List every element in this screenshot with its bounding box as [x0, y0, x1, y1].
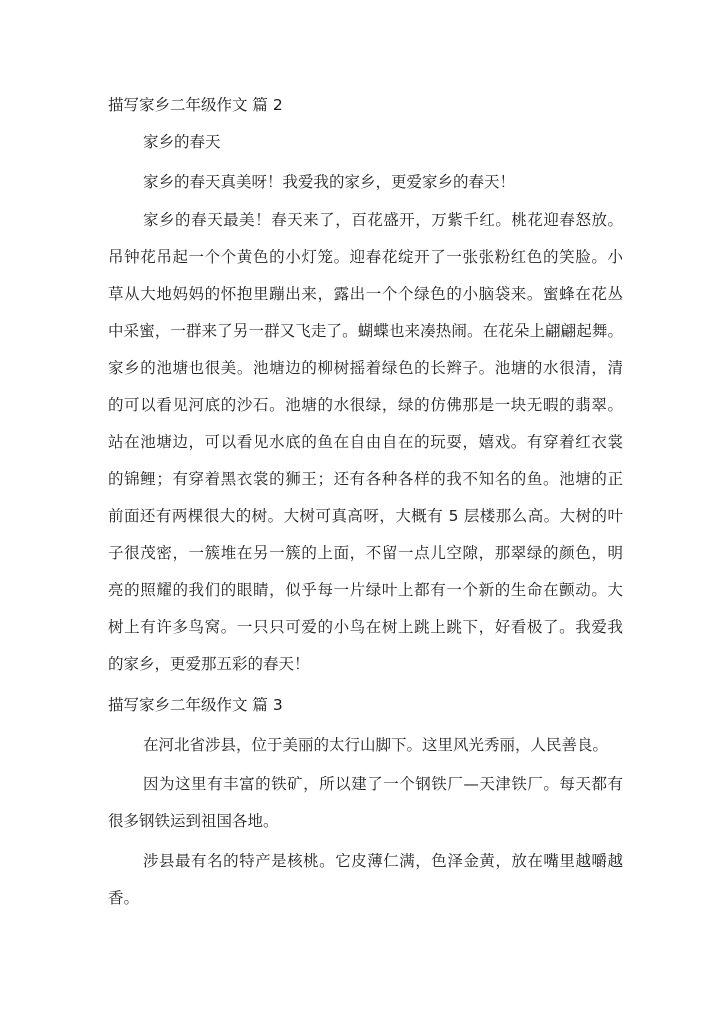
paragraph-line: 香。 [108, 889, 140, 907]
paragraph-line: 的可以看见河底的沙石。池塘的水很绿，绿的仿佛那是一块无暇的翡翠。 [108, 396, 623, 414]
essay-title: 家乡的春天 [143, 133, 221, 151]
paragraph-line: 亮的照耀的我们的眼睛，似乎每一片绿叶上都有一个新的生命在颤动。大 [108, 581, 623, 599]
paragraph-line: 很多钢铁运到祖国各地。 [108, 812, 279, 830]
section-heading: 描写家乡二年级作文 篇 3 [108, 696, 283, 714]
section-heading: 描写家乡二年级作文 篇 2 [108, 96, 283, 114]
paragraph-line: 前面还有两棵很大的树。大树可真高呀，大概有 5 层楼那么高。大树的叶 [108, 507, 623, 525]
paragraph-line: 家乡的春天最美！春天来了，百花盛开，万紫千红。桃花迎春怒放。 [143, 211, 623, 229]
paragraph-line: 树上有许多鸟窝。一只只可爱的小鸟在树上跳上跳下，好看极了。我爱我 [108, 618, 623, 636]
paragraph-intro: 家乡的春天真美呀！我爱我的家乡，更爱家乡的春天！ [143, 173, 516, 191]
paragraph-line: 涉县最有名的特产是核桃。它皮薄仁满，色泽金黄，放在嘴里越嚼越 [143, 852, 623, 870]
paragraph-line: 在河北省涉县，位于美丽的太行山脚下。这里风光秀丽，人民善良。 [143, 736, 609, 754]
paragraph-line: 草从大地妈妈的怀抱里蹦出来，露出一个个绿色的小脑袋来。蜜蜂在花丛 [108, 285, 623, 303]
paragraph-line: 的家乡，更爱那五彩的春天！ [108, 655, 310, 673]
paragraph-line: 的锦鲤；有穿着黑衣裳的狮王；还有各种各样的我不知名的鱼。池塘的正 [108, 470, 623, 488]
paragraph-line: 家乡的池塘也很美。池塘边的柳树摇着绿色的长辫子。池塘的水很清，清 [108, 359, 623, 377]
paragraph-line: 吊钟花吊起一个个黄色的小灯笼。迎春花绽开了一张张粉红色的笑脸。小 [108, 248, 623, 266]
paragraph-line: 因为这里有丰富的铁矿，所以建了一个钢铁厂—天津铁厂。每天都有 [143, 775, 623, 793]
paragraph-line: 中采蜜，一群来了另一群又飞走了。蝴蝶也来凑热闹。在花朵上翩翩起舞。 [108, 322, 623, 340]
paragraph-line: 子很茂密，一簇堆在另一簇的上面，不留一点儿空隙，那翠绿的颜色，明 [108, 544, 623, 562]
paragraph-line: 站在池塘边，可以看见水底的鱼在自由自在的玩耍，嬉戏。有穿着红衣裳 [108, 433, 623, 451]
